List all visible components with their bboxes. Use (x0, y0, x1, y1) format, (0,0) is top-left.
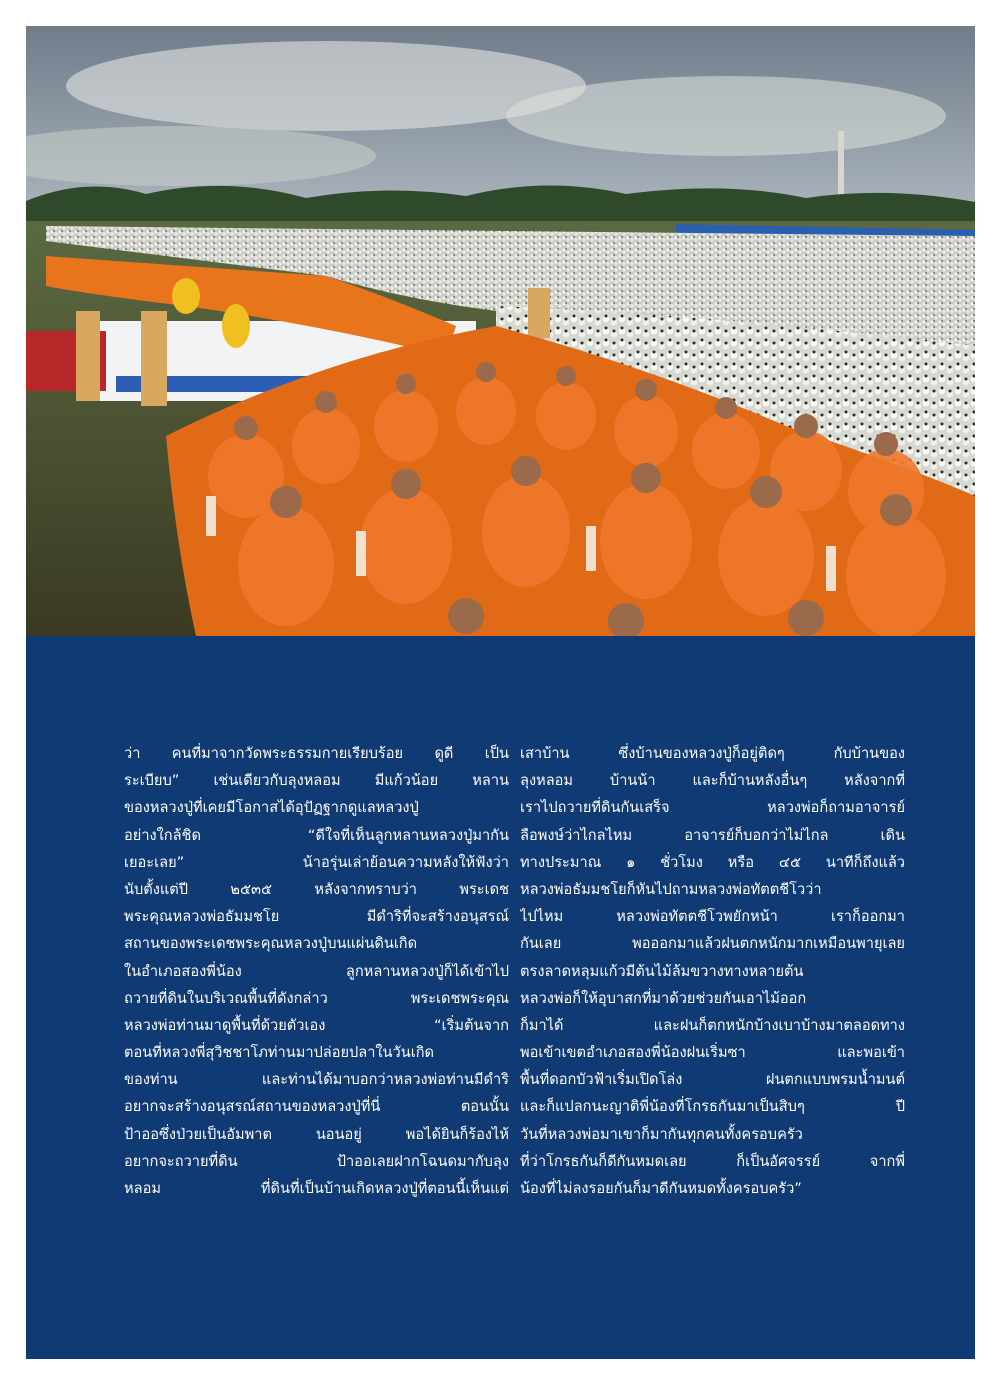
paragraph-line: ลุงหลอม บ้านน้า และก็บ้านหลังอื่นๆ หลังจากที่ (520, 772, 905, 790)
paragraph-line: หลวงพ่อก็ให้อุบาสกที่มาด้วยช่วยกันเอาไม้ออก (520, 989, 807, 1007)
paragraph-line: และก็แปลกนะญาติพี่น้องที่โกรธกันมาเป็นสิบๆ ปี (520, 1098, 905, 1116)
paragraph-line: ก็มาได้ และฝนก็ตกหนักบ้างเบาบ้างมาตลอดทาง (520, 1016, 905, 1034)
paragraph-line: ระเบียบ” เช่นเดียวกับลุงหลอม มีแก้วน้อย หลาน (124, 772, 509, 790)
paragraph-line: ป้าออซึ่งป่วยเป็นอัมพาต นอนอยู่ พอได้ยินก็ร้องไห้ (124, 1125, 509, 1143)
paragraph-line: พื้นที่ดอกบัวฟ้าเริ่มเปิดโล่ง ฝนตกแบบพรมน้ำมนต์ (520, 1071, 905, 1089)
paragraph-line: เราไปถวายที่ดินกันเสร็จ หลวงพ่อก็ถามอาจารย์ (520, 799, 905, 817)
article-right-column (520, 740, 905, 1202)
paragraph-line: ในอำเภอสองพี่น้อง ลูกหลานหลวงปู่ก็ได้เข้าไป (124, 962, 509, 980)
paragraph-line: สถานของพระเดชพระคุณหลวงปู่บนแผ่นดินเกิด (124, 935, 418, 953)
article-left-column (124, 740, 509, 1202)
paragraph-line: อยากจะถวายที่ดิน ป้าออเลยฝากโฉนดมากับลุง (124, 1152, 509, 1170)
paragraph-line: วันที่หลวงพ่อมาเขาก็มากันทุกคนทั้งครอบครัว (520, 1125, 803, 1143)
paragraph-line: ตรงลาดหลุมแก้วมีต้นไม้ล้มขวางทางหลายต้น (520, 962, 804, 980)
photo-illustration (26, 26, 975, 636)
paragraph-line: พระคุณหลวงพ่อธัมมชโย มีดำริที่จะสร้างอนุสรณ์ (124, 908, 509, 926)
paragraph-line: ที่ว่าโกรธกันก็ดีกันหมดเลย ก็เป็นอัศจรรย์ จากพี่ (520, 1152, 905, 1170)
paragraph-line: ของหลวงปู่ที่เคยมีโอกาสได้อุปัฏฐากดูแลหลวงปู่ (124, 799, 419, 817)
paragraph-line: นับตั้งแต่ปี ๒๕๓๕ หลังจากทราบว่า พระเดช (124, 880, 509, 898)
paragraph-line: ว่า คนที่มาจากวัดพระธรรมกายเรียบร้อย ดูดี เป็น (124, 745, 509, 762)
paragraph-line: กันเลย พอออกมาแล้วฝนตกหนักมากเหมือนพายุเลย (520, 935, 905, 953)
paragraph-line: เสาบ้าน ซึ่งบ้านของหลวงปู่ก็อยู่ติดๆ กับบ้านของ (520, 745, 905, 762)
paragraph-line: หลวงพ่อท่านมาดูพื้นที่ด้วยตัวเอง “เริ่มต้นจาก (124, 1016, 509, 1034)
paragraph-line: ทางประมาณ ๑ ชั่วโมง หรือ ๔๕ นาทีก็ถึงแล้ว (520, 853, 905, 871)
paragraph-line: อยากจะสร้างอนุสรณ์สถานของหลวงปู่ที่นี่ ตอนนั้น (124, 1098, 509, 1116)
paragraph-line: หลวงพ่อธัมมชโยก็หันไปถามหลวงพ่อทัตตชีโวว่า (520, 880, 822, 898)
paragraph-line: เยอะเลย” น้าอรุ่นเล่าย้อนความหลังให้ฟังว่า (124, 853, 509, 871)
paragraph-line: หลอม ที่ดินที่เป็นบ้านเกิดหลวงปู่ที่ตอนนี้เห็นแต่ (124, 1180, 509, 1197)
paragraph-line: ถวายที่ดินในบริเวณพื้นที่ดังกล่าว พระเดชพระคุณ (124, 989, 509, 1007)
paragraph-line: อย่างใกล้ชิด “ดีใจที่เห็นลูกหลานหลวงปู่มากัน (124, 826, 509, 844)
paragraph-line: ลือพงษ์ว่าไกลไหม อาจารย์ก็บอกว่าไม่ไกล เดิน (520, 826, 905, 844)
paragraph-line: ตอนที่หลวงพี่สุวิชชาโภท่านมาปล่อยปลาในวันเกิด (124, 1044, 435, 1062)
paragraph-line: พอเข้าเขตอำเภอสองพี่น้องฝนเริ่มซา และพอเข้า (520, 1044, 905, 1062)
paragraph-line: ไปไหม หลวงพ่อทัตตชีโวพยักหน้า เราก็ออกมา (520, 908, 905, 926)
monks-gathering-photo (26, 26, 975, 636)
paragraph-line: ของท่าน และท่านได้มาบอกว่าหลวงพ่อท่านมีดำริ (124, 1071, 509, 1089)
paragraph-line: น้องที่ไม่ลงรอยกันก็มาดีกันหมดทั้งครอบครัว” (520, 1180, 802, 1197)
